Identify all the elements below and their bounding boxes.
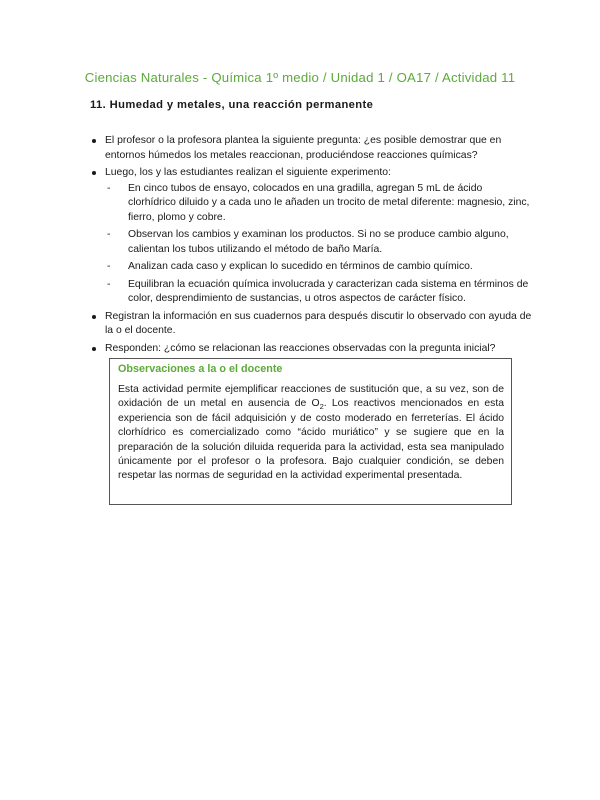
step-item xyxy=(92,166,532,307)
course-breadcrumb: Ciencias Naturales - Química 1º medio / Unidad 1 / OA17 / Actividad 11 xyxy=(84,70,516,85)
step-text: Responden: ¿cómo se relacionan las reacciones observadas con la pregunta inicial? xyxy=(105,342,496,354)
step-item xyxy=(92,134,532,163)
teacher-notes-box xyxy=(109,358,512,505)
substep-item: - Analizan cada caso y explican lo sucedido en términos de cambio químico. xyxy=(105,260,532,275)
teacher-notes-title: Observaciones a la o el docente xyxy=(118,363,283,375)
step-text: El profesor o la profesora plantea la siguiente pregunta: ¿es posible demostrar que en entornos húmedos los metales reaccionan, produciéndose reacciones químicas? xyxy=(105,135,502,161)
notes-text-part: Esta actividad permite ejemplificar reacciones de sustitución que, a su vez, son de oxidación de un metal en ausencia de O xyxy=(118,384,504,410)
substep-item: - Equilibran la ecuación química involucrada y caracterizan cada sistema en términos de color, desprendimiento de sustancias, u otros aspectos de carácter físico. xyxy=(105,278,532,307)
substep-item: - Observan los cambios y examinan los productos. Si no se produce cambio alguno, calientan los tubos utilizando el método de baño María. xyxy=(105,228,532,257)
step-item xyxy=(92,342,532,357)
substeps-list xyxy=(105,182,532,307)
substep-item: - En cinco tubos de ensayo, colocados en una gradilla, agregan 5 mL de ácido clorhídrico diluido y a cada uno le añaden un trocito de metal diferente: magnesio, zinc, fierro, plomo y cobre. xyxy=(105,182,532,226)
step-text: Luego, los y las estudiantes realizan el siguiente experimento: xyxy=(105,167,391,178)
oxygen-subscript: 2 xyxy=(319,402,324,412)
activity-steps xyxy=(92,134,532,359)
steps-list xyxy=(92,134,532,356)
step-text: Registran la información en sus cuadernos para después discutir lo observado con ayuda de la o el docente. xyxy=(105,310,532,336)
step-item xyxy=(92,310,532,339)
activity-title: 11. Humedad y metales, una reacción permanente xyxy=(90,99,374,111)
notes-text-part: . Los reactivos mencionados en esta experiencia son de fácil adquisición y de costo moderado en ferreterías. El ácido clorhídrico es comercializado como “ácido muriático” y se sugiere que en la preparación de la solución diluida requerida para la actividad, esta sea manipulado únicamente por el profesor o la profesora. Bajo cualquier condición, se deben respetar las normas de seguridad en la actividad experimental presentada. xyxy=(118,398,504,482)
teacher-notes-body xyxy=(118,383,504,484)
